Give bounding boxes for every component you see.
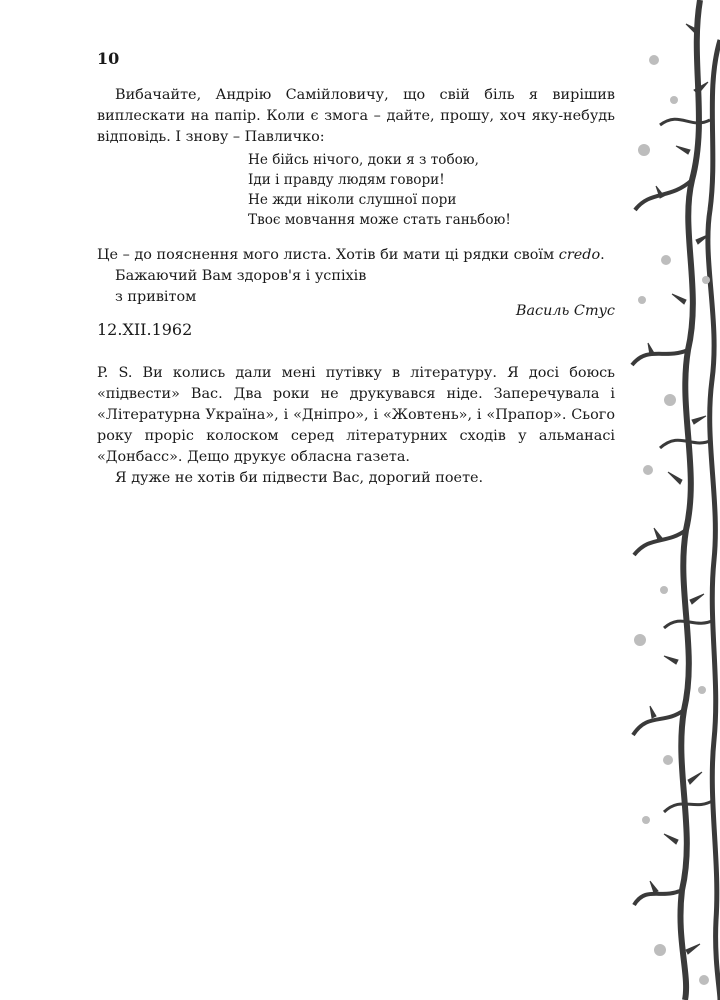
page-number: 10 (97, 49, 120, 68)
thorny-branch-ornament (630, 0, 720, 1000)
letter-paragraph-2 (97, 245, 615, 266)
poem-line: Не бійсь нічого, доки я з тобою, (248, 152, 479, 168)
poem-quote (248, 150, 511, 230)
postscript-closing: Я дуже не хотів би підвести Вас, дорогий поете. (115, 470, 484, 486)
closing-wishes: Бажаючий Вам здоров'я і успіхів (115, 268, 367, 284)
postscript: P. S. Ви колись дали мені путівку в літературу. Я досі боюсь «підвести» Вас. Два роки не друкувався ніде. Заперечувала і «Літературна Україна», і «Дніпро», і «Жовтень», і «Прапор». Сього року проріс колоском серед літературних сходів у альманасі «Донбасс». Дещо друкує обласна газета. (97, 365, 615, 465)
paragraph-2-text: Це – до пояснення мого листа. Хотів би мати ці рядки своїм (97, 247, 559, 263)
closing-greeting: з привітом (115, 289, 197, 305)
poem-line: Не жди ніколи слушної пори (248, 192, 457, 208)
poem-line: Іди і правду людям говори! (248, 172, 445, 188)
letter-paragraph-1: Вибачайте, Андрію Самійловичу, що свій біль я вирішив виплескати на папір. Коли є змога – дайте, прошу, хоч яку-небудь відповідь. І знову – Павличко: (97, 87, 615, 145)
letter-date: 12.XII.1962 (97, 320, 193, 339)
poem-line: Твоє мовчання може стать ганьбою! (248, 212, 511, 228)
paragraph-2-end: . (600, 247, 605, 263)
credo-word: credo (558, 247, 601, 263)
signature: Василь Стус (515, 303, 615, 319)
